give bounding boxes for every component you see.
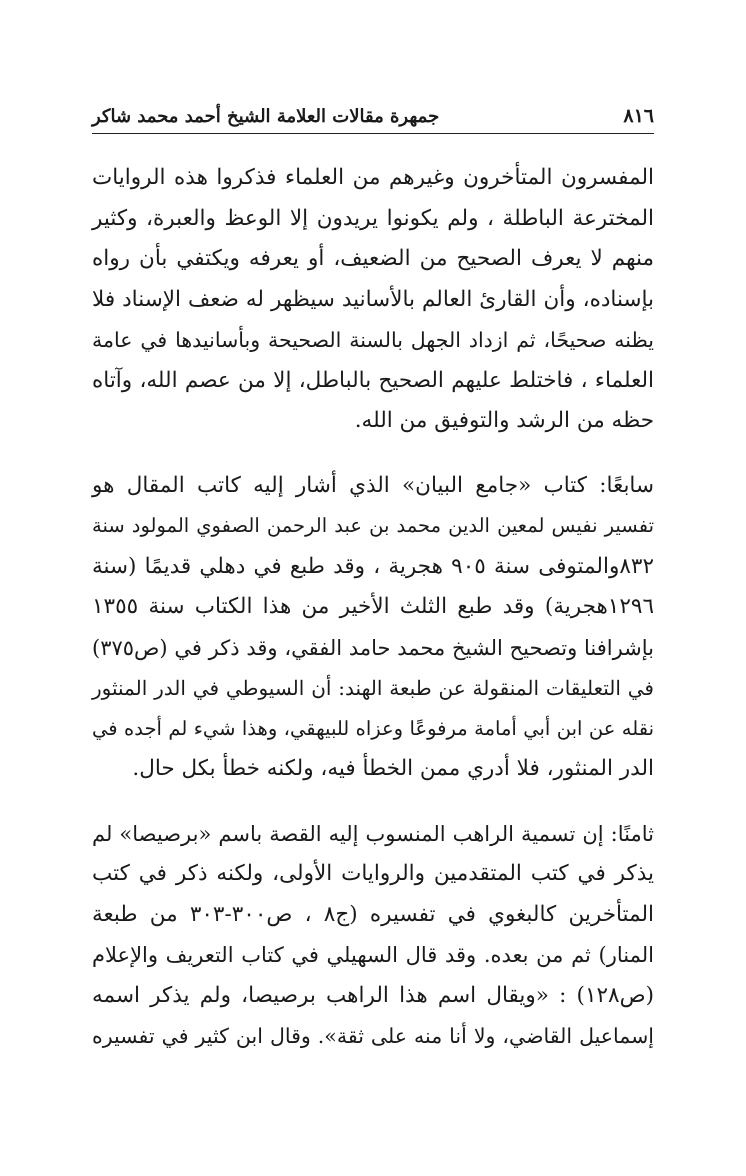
text-line: ثامنًا: إن تسمية الراهب المنسوب إليه القصة باسم «برصيصا» لم [92, 821, 654, 846]
text-line: حظه من الرشد والتوفيق من الله. [354, 408, 654, 433]
text-line: بإسناده، وأن القارئ العالم بالأسانيد سيظهر له ضعف الإسناد فلا [92, 286, 654, 312]
text-line: في التعليقات المنقولة عن طبعة الهند: أن السيوطي في الدر المنثور [92, 676, 654, 700]
paragraph-2 [92, 466, 654, 790]
text-line: نقله عن ابن أبي أمامة مرفوعًا وعزاه للبيهقي، وهذا شيء لم أجده في [92, 716, 654, 740]
text-line: الدر المنثور، فلا أدري ممن الخطأ فيه، ولكنه خطأ بكل حال. [132, 756, 654, 781]
text-line: المخترعة الباطلة ، ولم يكونوا يريدون إلا الوعظ والعبرة، وكثير [92, 205, 654, 231]
paragraph-3 [92, 814, 654, 1057]
text-line: منهم لا يعرف الصحيح من الضعيف، أو يعرفه ويكتفي بأن رواه [92, 246, 654, 271]
text-line: تفسير نفيس لمعين الدين محمد بن عبد الرحمن الصفوي المولود سنة [92, 514, 654, 537]
text-line: ١٢٩٦هجرية) وقد طبع الثلث الأخير من هذا الكتاب سنة ١٣٥٥ [92, 594, 654, 619]
text-line: سابعًا: كتاب «جامع البيان» الذي أشار إليه كاتب المقال هو [92, 472, 654, 498]
text-line: المفسرون المتأخرون وغيرهم من العلماء فذكروا هذه الروايات [92, 165, 654, 190]
text-line: المتأخرين كالبغوي في تفسيره (ج٨ ، ص٣٠٠-٣٠٣ من طبعة [92, 901, 654, 927]
running-title: جمهرة مقالات العلامة الشيخ أحمد محمد شاكر [92, 106, 440, 127]
text-line: يذكر في كتب المتقدمين والروايات الأولى، ولكنه ذكر في كتب [92, 861, 654, 886]
text-line: إسماعيل القاضي، ولا أنا منه على ثقة». وقال ابن كثير في تفسيره [92, 1024, 654, 1048]
paragraph-1 [92, 158, 654, 442]
text-line: العلماء ، فاختلط عليهم الصحيح بالباطل، إلا من عصم الله، وآتاه [92, 367, 654, 393]
page-number: ٨١٦ [623, 105, 654, 127]
text-line: بإشرافنا وتصحيح الشيخ محمد حامد الفقي، وقد ذكر في (ص٣٧٥) [92, 635, 654, 660]
text-line: ٨٣٢والمتوفى سنة ٩٠٥ هجرية ، وقد طبع في دهلي قديمًا (سنة [92, 553, 654, 579]
body-text [92, 158, 654, 1057]
text-line: يظنه صحيحًا، ثم ازداد الجهل بالسنة الصحيحة وبأسانيدها في عامة [92, 328, 654, 352]
running-header [92, 98, 654, 134]
text-line: المنار) ثم من بعده. وقد قال السهيلي في كتاب التعريف والإعلام [92, 943, 654, 967]
text-line: (ص١٢٨) : «ويقال اسم هذا الراهب برصيصا، ولم يذكر اسمه [92, 982, 654, 1008]
